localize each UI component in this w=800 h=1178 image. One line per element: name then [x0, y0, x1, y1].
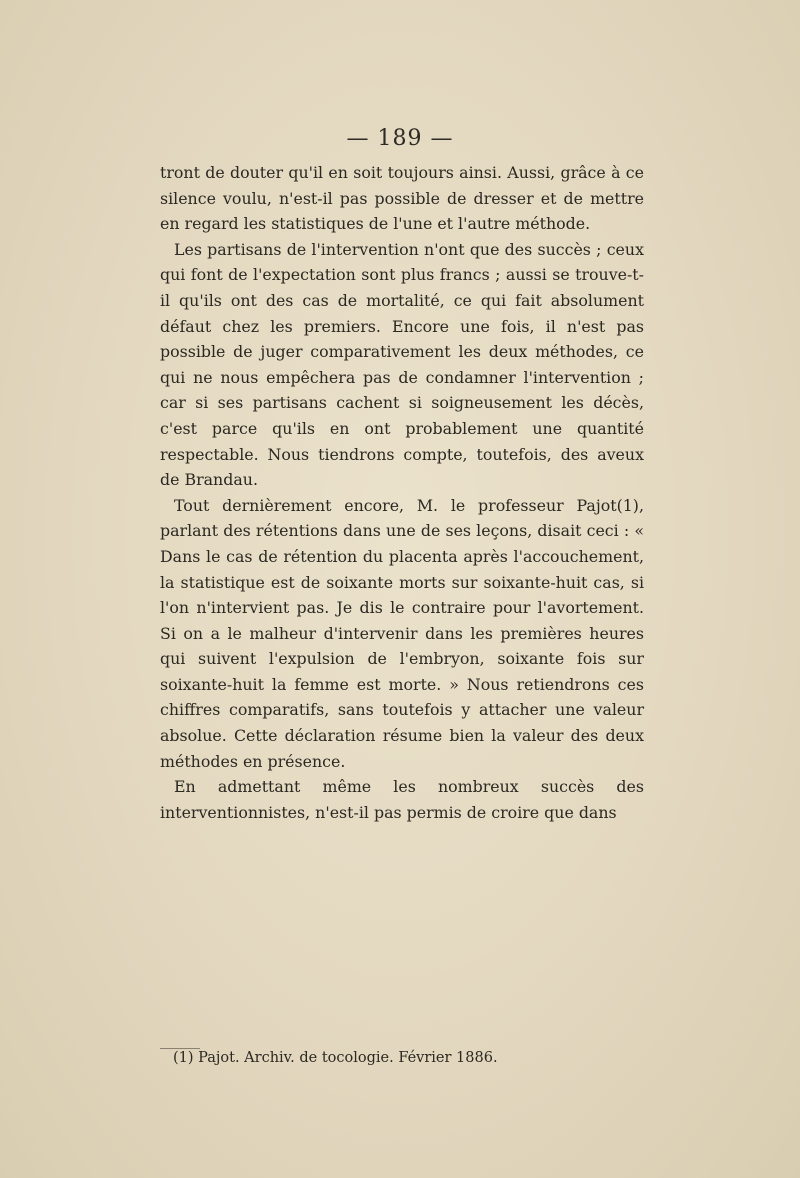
footnote: (1) Pajot. Archiv. de tocologie. Février 1886. [173, 1050, 498, 1066]
footnote-separator [160, 1048, 200, 1049]
paragraph-4: En admettant même les nombreux succès des interventionnistes, n'est-il pas permis de croire que dans [160, 777, 644, 822]
paragraph-3: Tout dernièrement encore, M. le professeur Pajot(1), parlant des rétentions dans une de ses leçons, disait ceci : « Dans le cas de rétention du placenta après l'accouchement, la statistique est de soixante morts sur soixante-huit cas, si l'on n'intervient pas. Je dis le contraire pour l'avortement. Si on a le malheur d'intervenir dans les premières heures qui suivent l'expulsion de l'embryon, soixante fois sur soixante-huit la femme est morte. » Nous retiendrons ces chiffres comparatifs, sans toutefois y attacher une valeur absolue. Cette déclaration résume bien la valeur des deux méthodes en présence. [160, 495, 644, 771]
paragraph-2: Les partisans de l'intervention n'ont que des succès ; ceux qui font de l'expectation sont plus francs ; aussi se trouve-t-il qu'ils ont des cas de mortalité, ce qui fait absolument défaut chez les premiers. Encore une fois, il n'est pas possible de juger comparativement les deux méthodes, ce qui ne nous empêchera pas de condamner l'intervention ; car si ses partisans cachent si soigneusement les décès, c'est parce qu'ils en ont probablement une quantité respectable. Nous tiendrons compte, toutefois, des aveux de Brandau. [160, 239, 644, 490]
main-text-block [160, 160, 644, 825]
page-number: — 189 — [346, 126, 454, 151]
paragraph-1: tront de douter qu'il en soit toujours ainsi. Aussi, grâce à ce silence voulu, n'est-il pas possible de dresser et de mettre en regard les statistiques de l'une et l'autre méthode. [160, 163, 644, 234]
